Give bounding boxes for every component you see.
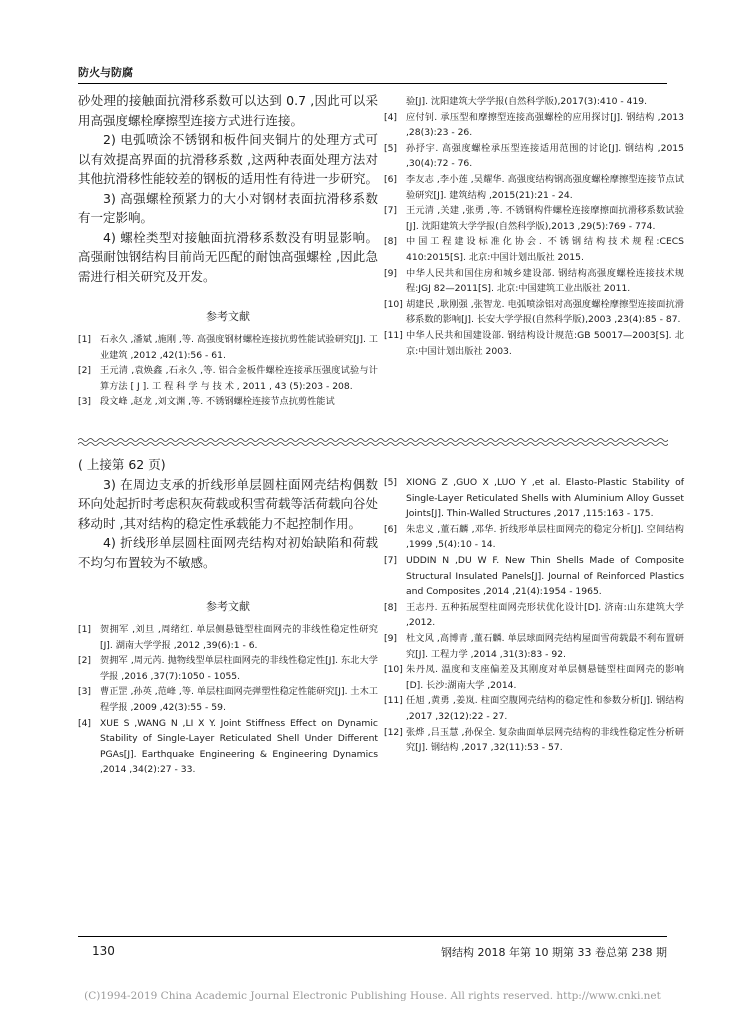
reference-item: [4] 应付钊. 承压型和摩擦型连接高强螺栓的应用探讨[J]. 钢结构 ,2013 ,28(3):23 - 26. (384, 111, 684, 139)
reference-item: [8] 中国工程建设标准化协会. 不锈钢结构技术规程:CECS 410:2015[S]. 北京:中国计划出版社 2015. (384, 236, 684, 263)
reference-item: [1] 贺拥军 ,刘旦 ,周绪红. 单层侧悬链型柱面网壳的非线性稳定性研究[J]. 湖南大学学报 ,2012 ,39(6):1 - 6. (78, 624, 378, 651)
lower-references-title: 参考文献 (206, 600, 250, 613)
footer-rule (78, 936, 667, 937)
lower-left-column (78, 455, 378, 778)
reference-item: [9] 杜文风 ,高博青 ,董石麟. 单层球面网壳结构屋面雪荷载最不利布置研究[J]. 工程力学 ,2014 ,31(3):83 - 92. (384, 632, 684, 660)
upper-paragraph-2: 2) 电弧喷涂不锈钢和板件间夹铜片的处理方式可以有效提高界面的抗滑移系数 ,这两种表面处理方法对其他抗滑移性能较差的钢板的适用性有待进一步研究。 (78, 132, 379, 186)
upper-paragraph-4: 4) 螺栓类型对接触面抗滑移系数没有明显影响。高强耐蚀钢结构目前尚无匹配的耐蚀高强螺栓 ,因此急需进行相关研究及开发。 (78, 229, 378, 284)
reference-item: [3] 段文峰 ,赵龙 ,刘文渊 ,等. 不锈钢螺栓连接节点抗剪性能试 (78, 396, 335, 408)
reference-item: [7] UDDIN N ,DU W F. New Thin Shells Made of Composite Structural Insulated Panels[J]. Journal of Reinforced Plastics and Composites ,2014 ,21(4):1954 - 1965. (384, 554, 684, 598)
reference-item: [6] 朱忠义 ,董石麟 ,邓华. 折线形单层柱面网壳的稳定分析[J]. 空间结构 ,1999 ,5(4):10 - 14. (384, 523, 684, 551)
reference-item: [10] 朱丹凤. 温度和支座偏差及其刚度对单层侧悬链型柱面网壳的影响[D]. 长沙:湖南大学 ,2014. (384, 664, 684, 691)
reference-item: [11] 任旭 ,黄勇 ,姜岚. 柱面空腹网壳结构的稳定性和参数分析[J]. 钢结构 ,2017 ,32(12):22 - 27. (384, 695, 684, 722)
reference-item: [10] 胡建民 ,耿刚强 ,张智龙. 电弧喷涂铝对高强度螺栓摩擦型连接面抗滑移系数的影响[J]. 长安大学学报(自然科学版),2003 ,23(4):85 - 87. (384, 298, 684, 326)
reference-item: [7] 王元清 ,关建 ,张勇 ,等. 不锈钢构件螺栓连接摩擦面抗滑移系数试验[J]. 沈阳建筑大学学报(自然科学版),2013 ,29(5):769 - 774. (384, 205, 684, 232)
wavy-divider (78, 437, 668, 447)
continued-note: ( 上接第 62 页) (78, 457, 166, 472)
header-rule (78, 83, 667, 84)
copyright-watermark: (C)1994-2019 China Academic Journal Electronic Publishing House. All rights reserved. http://www.cnki.net (84, 990, 661, 1002)
upper-references-title: 参考文献 (206, 310, 250, 323)
reference-item: [9] 中华人民共和国住房和城乡建设部. 钢结构高强度螺栓连接技术规程:JGJ 82—2011[S]. 北京:中国建筑工业出版社 2011. (384, 267, 684, 295)
upper-right-column (384, 94, 684, 359)
reference-item: [2] 贺拥军 ,周元芮. 抛物线型单层柱面网壳的非线性稳定性[J]. 东北大学学报 ,2016 ,37(7):1050 - 1055. (78, 655, 378, 682)
reference-item: [8] 王志丹. 五种拓展型柱面网壳形状优化设计[D]. 济南:山东建筑大学 ,2012. (384, 601, 684, 629)
reference-item: [5] XIONG Z ,GUO X ,LUO Y ,et al. Elasto-Plastic Stability of Single-Layer Reticulated Shells with Aluminium Alloy Gusset Joints[J]. Thin-Walled Structures ,2017 ,115:163 - 175. (384, 477, 684, 520)
reference-item: [2] 王元清 ,袁焕鑫 ,石永久 ,等. 铝合金板件螺栓连接承压强度试验与计算方法 [ J ]. 工 程 科 学 与 技 术 , 2011 , 43 (5):203 - 208. (78, 365, 378, 392)
reference-item: [4] XUE S ,WANG N ,LI X Y. Joint Stiffness Effect on Dynamic Stability of Single-Layer Reticulated Shell Under Different PGAs[J]. Earthquake Engineering & Engineering Dynamics ,2014 ,34(2):27 - 33. (78, 717, 378, 776)
reference-item: [11] 中华人民共和国建设部. 钢结构设计规范:GB 50017—2003[S]. 北京:中国计划出版社 2003. (384, 329, 684, 357)
upper-left-column (78, 91, 378, 410)
lower-paragraph-1: 3) 在周边支承的折线形单层圆柱面网壳结构偶数环向处起折时考虑积灰荷载或积雪荷载等活荷载向谷处移动时 ,其对结构的稳定性承载能力不起控制作用。 (78, 476, 379, 531)
reference-item: [12] 张烨 ,吕玉慧 ,孙保全. 复杂曲面单层网壳结构的非线性稳定性分析研究[J]. 钢结构 ,2017 ,32(11):53 - 57. (384, 726, 684, 754)
section-header: 防火与防腐 (78, 66, 133, 79)
upper-paragraph-3: 3) 高强螺栓预紧力的大小对钢材表面抗滑移系数有一定影响。 (78, 190, 378, 225)
upper-paragraph-1: 砂处理的接触面抗滑移系数可以达到 0.7 ,因此可以采用高强度螺栓摩擦型连接方式进行连接。 (78, 93, 378, 128)
reference-item: [5] 孙抒宇. 高强度螺栓承压型连接适用范围的讨论[J]. 钢结构 ,2015 ,30(4):72 - 76. (384, 142, 684, 170)
lower-paragraph-2: 4) 折线形单层圆柱面网壳结构对初始缺陷和荷载不均匀布置较为不敏感。 (78, 535, 378, 570)
reference-item: [1] 石永久 ,潘斌 ,施刚 ,等. 高强度钢材螺栓连接抗剪性能试验研究[J]. 工业建筑 ,2012 ,42(1):56 - 61. (78, 334, 378, 361)
reference-continuation: 验[J]. 沈阳建筑大学学报(自然科学版),2017(3):410 - 419. (406, 96, 648, 107)
page-number: 130 (92, 944, 115, 958)
reference-item: [6] 李友志 ,李小莲 ,吴耀华. 高强度结构钢高强度螺栓摩擦型连接节点试验研究[J]. 建筑结构 ,2015(21):21 - 24. (384, 173, 684, 201)
journal-info: 钢结构 2018 年第 10 期第 33 卷总第 238 期 (441, 946, 667, 959)
reference-item: [3] 曹正罡 ,孙英 ,范峰 ,等. 单层柱面网壳弹塑性稳定性能研究[J]. 土木工程学报 ,2009 ,42(3):55 - 59. (78, 686, 378, 713)
lower-right-column (384, 475, 684, 756)
